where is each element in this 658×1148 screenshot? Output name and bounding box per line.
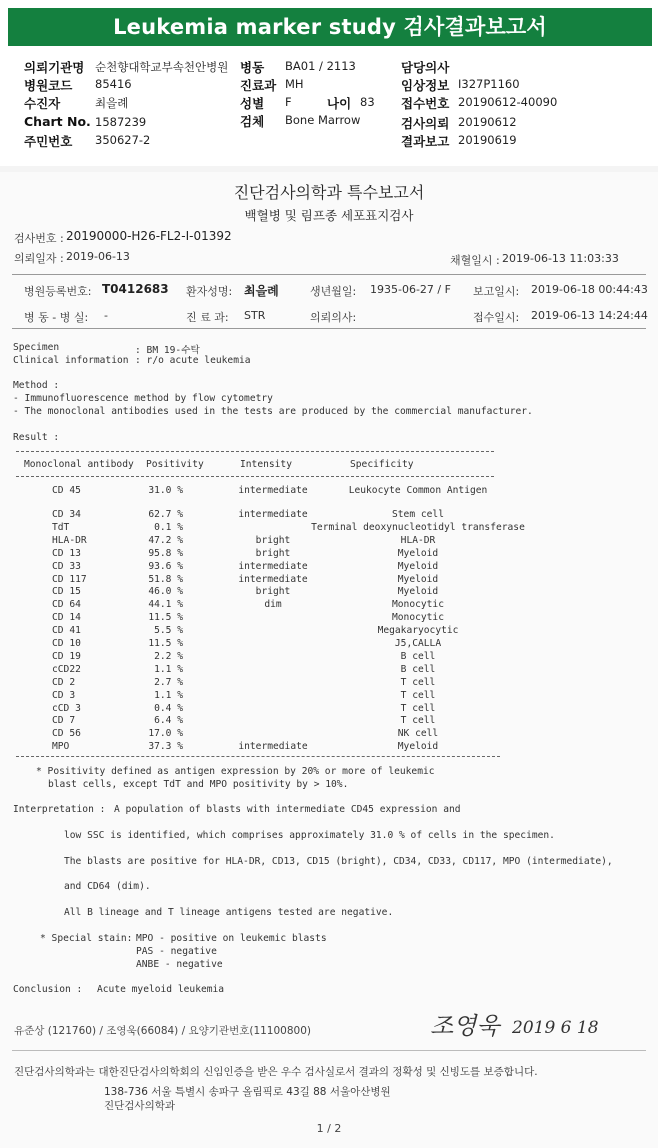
exam-no-label: 검사번호 : xyxy=(14,232,64,245)
cell-positivity: 31.0 % xyxy=(148,485,183,496)
ward-room: - xyxy=(104,309,108,322)
cell-antibody: CD 3 xyxy=(52,689,76,701)
table-row xyxy=(0,586,658,599)
label-age: 나이 xyxy=(327,96,352,111)
cell-specificity: Myeloid xyxy=(397,586,439,598)
cell-positivity: 1.1 % xyxy=(154,689,183,701)
cell-positivity: 37.3 % xyxy=(148,741,183,753)
info-box-bottom xyxy=(12,328,646,329)
reg-label: 병원등록번호: xyxy=(24,285,92,298)
table-rule-header xyxy=(16,476,494,477)
cell-antibody: CD 7 xyxy=(52,715,76,727)
cell-positivity: 11.5 % xyxy=(148,612,183,624)
cell-antibody: CD 34 xyxy=(52,509,81,520)
cell-intensity: intermediate xyxy=(238,509,308,520)
cell-specificity: Terminal deoxynucleotidyl transferase xyxy=(311,521,525,533)
interpretation-line-4: and CD64 (dim). xyxy=(64,881,151,892)
collect-datetime: 2019-06-13 11:03:33 xyxy=(502,252,619,265)
conclusion-label: Conclusion : xyxy=(13,984,83,995)
table-row xyxy=(0,715,658,728)
cell-specificity: T cell xyxy=(400,702,436,714)
cell-antibody: CD 14 xyxy=(52,612,81,624)
cell-intensity: intermediate xyxy=(238,560,308,572)
table-row xyxy=(0,548,658,561)
table-row xyxy=(0,509,658,522)
stain-anbe: ANBE - negative xyxy=(136,959,223,970)
cell-specificity: T cell xyxy=(400,676,436,688)
label-specimen: 검체 xyxy=(240,114,265,129)
interpretation-label: Interpretation : xyxy=(13,804,106,815)
label-resident-no: 주민번호 xyxy=(24,134,73,149)
cell-antibody: CD 56 xyxy=(52,728,81,740)
cell-positivity: 11.5 % xyxy=(148,638,183,649)
cell-specificity: Stem cell xyxy=(392,509,444,520)
table-row xyxy=(0,741,658,754)
interpretation-line-5: All B lineage and T lineage antigens tested are negative. xyxy=(64,907,394,918)
reg-no: T0412683 xyxy=(102,282,169,296)
cell-specificity: J5,CALLA xyxy=(394,638,442,649)
cell-positivity: 2.2 % xyxy=(154,650,183,662)
cell-antibody: CD 117 xyxy=(52,573,87,585)
cell-specificity: Myeloid xyxy=(397,741,439,753)
footer-rule xyxy=(12,1050,646,1051)
cell-antibody: CD 19 xyxy=(52,650,81,662)
footnote-line-1: * Positivity defined as antigen expression by 20% or more of leukemic xyxy=(36,766,435,777)
table-row xyxy=(0,703,658,716)
value-hospital-code: 85416 xyxy=(95,77,132,91)
value-report-date: 20190619 xyxy=(458,133,517,147)
table-row xyxy=(0,612,658,625)
label-department: 진료과 xyxy=(240,78,277,93)
dept: STR xyxy=(244,309,266,322)
method-label: Method : xyxy=(13,380,60,391)
request-date: 2019-06-13 xyxy=(66,250,130,263)
request-date-label: 의뢰일자 : xyxy=(14,252,64,265)
report-datetime: 2019-06-18 00:44:43 xyxy=(531,283,648,296)
cell-antibody: cCD 3 xyxy=(52,702,81,714)
cell-intensity: intermediate xyxy=(238,485,308,496)
report-banner xyxy=(0,0,658,54)
cell-positivity: 51.8 % xyxy=(148,573,183,585)
collect-label: 채혈일시 : xyxy=(450,254,500,267)
cell-positivity: 62.7 % xyxy=(148,509,183,520)
cell-antibody: CD 45 xyxy=(52,485,81,496)
label-ward: 병동 xyxy=(240,60,265,75)
lab-address: 138-736 서울 특별시 송파구 올림픽로 43길 88 서울아산병원 xyxy=(104,1086,391,1098)
table-rule-bottom xyxy=(16,756,500,757)
cell-intensity: dim xyxy=(264,599,282,611)
value-specimen: Bone Marrow xyxy=(285,113,361,127)
table-row xyxy=(0,599,658,612)
col-specificity: Specificity xyxy=(350,459,414,470)
table-row xyxy=(0,485,658,498)
value-clinical-info: I327P1160 xyxy=(458,77,520,91)
method-line-1: - Immunofluorescence method by flow cytometry xyxy=(13,393,273,404)
interpretation-line-1: A population of blasts with intermediate CD45 expression and xyxy=(114,804,461,815)
table-row xyxy=(0,625,658,638)
certification-text: 진단검사의학과는 대한진단검사의학회의 신임인증을 받은 우수 검사실로서 결과의 정확성 및 신빙도를 보증합니다. xyxy=(14,1066,538,1078)
report-subtitle: 백혈병 및 림프종 세포표지검사 xyxy=(244,208,414,223)
dob: 1935-06-27 / F xyxy=(370,283,451,296)
table-row xyxy=(0,677,658,690)
dept-label: 진 료 과: xyxy=(186,311,229,324)
cell-intensity: intermediate xyxy=(238,741,308,753)
table-row xyxy=(0,728,658,741)
value-ward: BA01 / 2113 xyxy=(285,59,356,73)
cell-specificity: B cell xyxy=(400,650,436,662)
cell-antibody: CD 15 xyxy=(52,586,81,598)
value-age: 83 xyxy=(360,95,375,109)
signature-date: 2019 6 18 xyxy=(512,1018,599,1038)
cell-positivity: 95.8 % xyxy=(148,547,183,559)
lab-name: 진단검사의학과 xyxy=(104,1100,176,1112)
requesting-doctor-label: 의뢰의사: xyxy=(310,311,357,324)
exam-no: 20190000-H26-FL2-I-01392 xyxy=(66,229,232,243)
value-institution: 순천향대학교부속천안병원 xyxy=(95,60,229,74)
cell-specificity: B cell xyxy=(400,663,436,675)
special-stain-label: * Special stain: xyxy=(40,933,133,944)
cell-intensity: bright xyxy=(255,586,291,598)
cell-positivity: 6.4 % xyxy=(154,715,183,727)
clinical-value: : r/o acute leukemia xyxy=(135,355,251,366)
cell-positivity: 2.7 % xyxy=(154,676,183,688)
cell-specificity: Monocytic xyxy=(392,599,444,611)
conclusion-value: Acute myeloid leukemia xyxy=(97,984,225,995)
report-datetime-label: 보고일시: xyxy=(473,285,520,298)
col-positivity: Positivity xyxy=(146,459,204,470)
table-row xyxy=(0,638,658,651)
patient-header xyxy=(0,54,658,167)
value-receipt-no: 20190612-40090 xyxy=(458,95,558,109)
info-box-top xyxy=(12,274,646,275)
cell-intensity: bright xyxy=(255,547,291,559)
cell-antibody: CD 64 xyxy=(52,599,81,611)
cell-specificity: Megakaryocytic xyxy=(377,625,459,637)
cell-antibody: cCD22 xyxy=(52,663,81,675)
clinical-label: Clinical information xyxy=(13,355,129,366)
table-row xyxy=(0,651,658,664)
label-receipt-no: 접수번호 xyxy=(401,96,450,111)
table-row xyxy=(0,664,658,677)
cell-specificity: NK cell xyxy=(397,728,439,740)
specimen-value: : BM 19-수탁 xyxy=(135,345,200,356)
label-sex: 성별 xyxy=(240,96,265,111)
cell-specificity: Leukocyte Common Antigen xyxy=(348,485,488,496)
method-line-2: - The monoclonal antibodies used in the tests are produced by the commercial manufacturer. xyxy=(13,406,533,417)
cell-specificity: Myeloid xyxy=(397,573,439,585)
cell-intensity: intermediate xyxy=(238,573,308,585)
cell-antibody: CD 41 xyxy=(52,625,81,637)
dob-label: 생년월일: xyxy=(310,285,357,298)
banner-title: Leukemia marker study 검사결과보고서 xyxy=(8,8,652,46)
cell-specificity: HLA-DR xyxy=(400,534,436,546)
label-report-date: 결과보고 xyxy=(401,134,450,149)
cell-positivity: 17.0 % xyxy=(148,728,183,740)
cell-specificity: Myeloid xyxy=(397,547,439,559)
footnote-line-2: blast cells, except TdT and MPO positivity by > 10%. xyxy=(48,779,349,790)
specimen-label: Specimen xyxy=(13,342,60,353)
value-patient: 최을례 xyxy=(95,96,129,110)
cell-specificity: T cell xyxy=(400,715,436,727)
table-row xyxy=(0,574,658,587)
label-request-date: 검사의뢰 xyxy=(401,116,450,131)
cell-positivity: 0.4 % xyxy=(154,702,183,714)
cell-antibody: CD 10 xyxy=(52,638,81,649)
cell-antibody: TdT xyxy=(52,521,70,533)
col-antibody: Monoclonal antibody xyxy=(24,459,134,470)
cell-positivity: 0.1 % xyxy=(154,521,183,533)
cell-intensity: bright xyxy=(255,534,291,546)
value-sex: F xyxy=(285,95,292,109)
table-row xyxy=(0,535,658,548)
signature: 조영욱 xyxy=(430,1012,500,1040)
table-row xyxy=(0,522,658,535)
result-label: Result : xyxy=(13,432,60,443)
label-clinical-info: 임상정보 xyxy=(401,78,450,93)
cell-positivity: 1.1 % xyxy=(154,663,183,675)
cell-positivity: 5.5 % xyxy=(154,625,183,637)
label-patient: 수진자 xyxy=(24,96,61,111)
label-institution: 의뢰기관명 xyxy=(24,60,85,75)
cell-positivity: 47.2 % xyxy=(148,534,183,546)
interpretation-line-2: low SSC is identified, which comprises approximately 31.0 % of cells in the specimen. xyxy=(64,830,555,841)
cell-antibody: CD 13 xyxy=(52,547,81,559)
value-resident-no: 350627-2 xyxy=(95,133,151,147)
cell-antibody: HLA-DR xyxy=(52,534,87,546)
stain-mpo: MPO - positive on leukemic blasts xyxy=(136,933,327,944)
cell-antibody: MPO xyxy=(52,741,70,753)
received-datetime: 2019-06-13 14:24:44 xyxy=(531,309,648,322)
cell-antibody: CD 33 xyxy=(52,560,81,572)
cell-positivity: 93.6 % xyxy=(148,560,183,572)
cell-specificity: T cell xyxy=(400,689,436,701)
stain-pas: PAS - negative xyxy=(136,946,217,957)
signers: 유준상 (121760) / 조영욱(66084) / 요양기관번호(11100800) xyxy=(14,1025,311,1037)
label-chart-no: Chart No. xyxy=(24,114,91,129)
value-request-date: 20190612 xyxy=(458,115,517,129)
label-doctor: 담당의사 xyxy=(401,60,450,75)
table-row xyxy=(0,690,658,703)
table-row xyxy=(0,561,658,574)
report-title: 진단검사의학과 특수보고서 xyxy=(233,183,425,202)
received-datetime-label: 접수일시: xyxy=(473,311,520,324)
cell-antibody: CD 2 xyxy=(52,676,76,688)
scanned-report xyxy=(0,172,658,1148)
cell-positivity: 46.0 % xyxy=(148,586,183,598)
cell-specificity: Monocytic xyxy=(392,612,444,624)
cell-positivity: 44.1 % xyxy=(148,599,183,611)
patient-name: 최을례 xyxy=(244,284,279,298)
value-chart-no: 1587239 xyxy=(95,115,147,129)
label-hospital-code: 병원코드 xyxy=(24,78,73,93)
table-rule-top xyxy=(16,451,494,452)
cell-specificity: Myeloid xyxy=(397,560,439,572)
patient-name-label: 환자성명: xyxy=(186,285,233,298)
ward-room-label: 병 동 - 병 실: xyxy=(24,311,89,324)
value-department: MH xyxy=(285,77,304,91)
interpretation-line-3: The blasts are positive for HLA-DR, CD13, CD15 (bright), CD34, CD33, CD117, MPO (intermediate), xyxy=(64,856,613,867)
page-number: 1 / 2 xyxy=(316,1122,342,1135)
col-intensity: Intensity xyxy=(240,459,292,470)
